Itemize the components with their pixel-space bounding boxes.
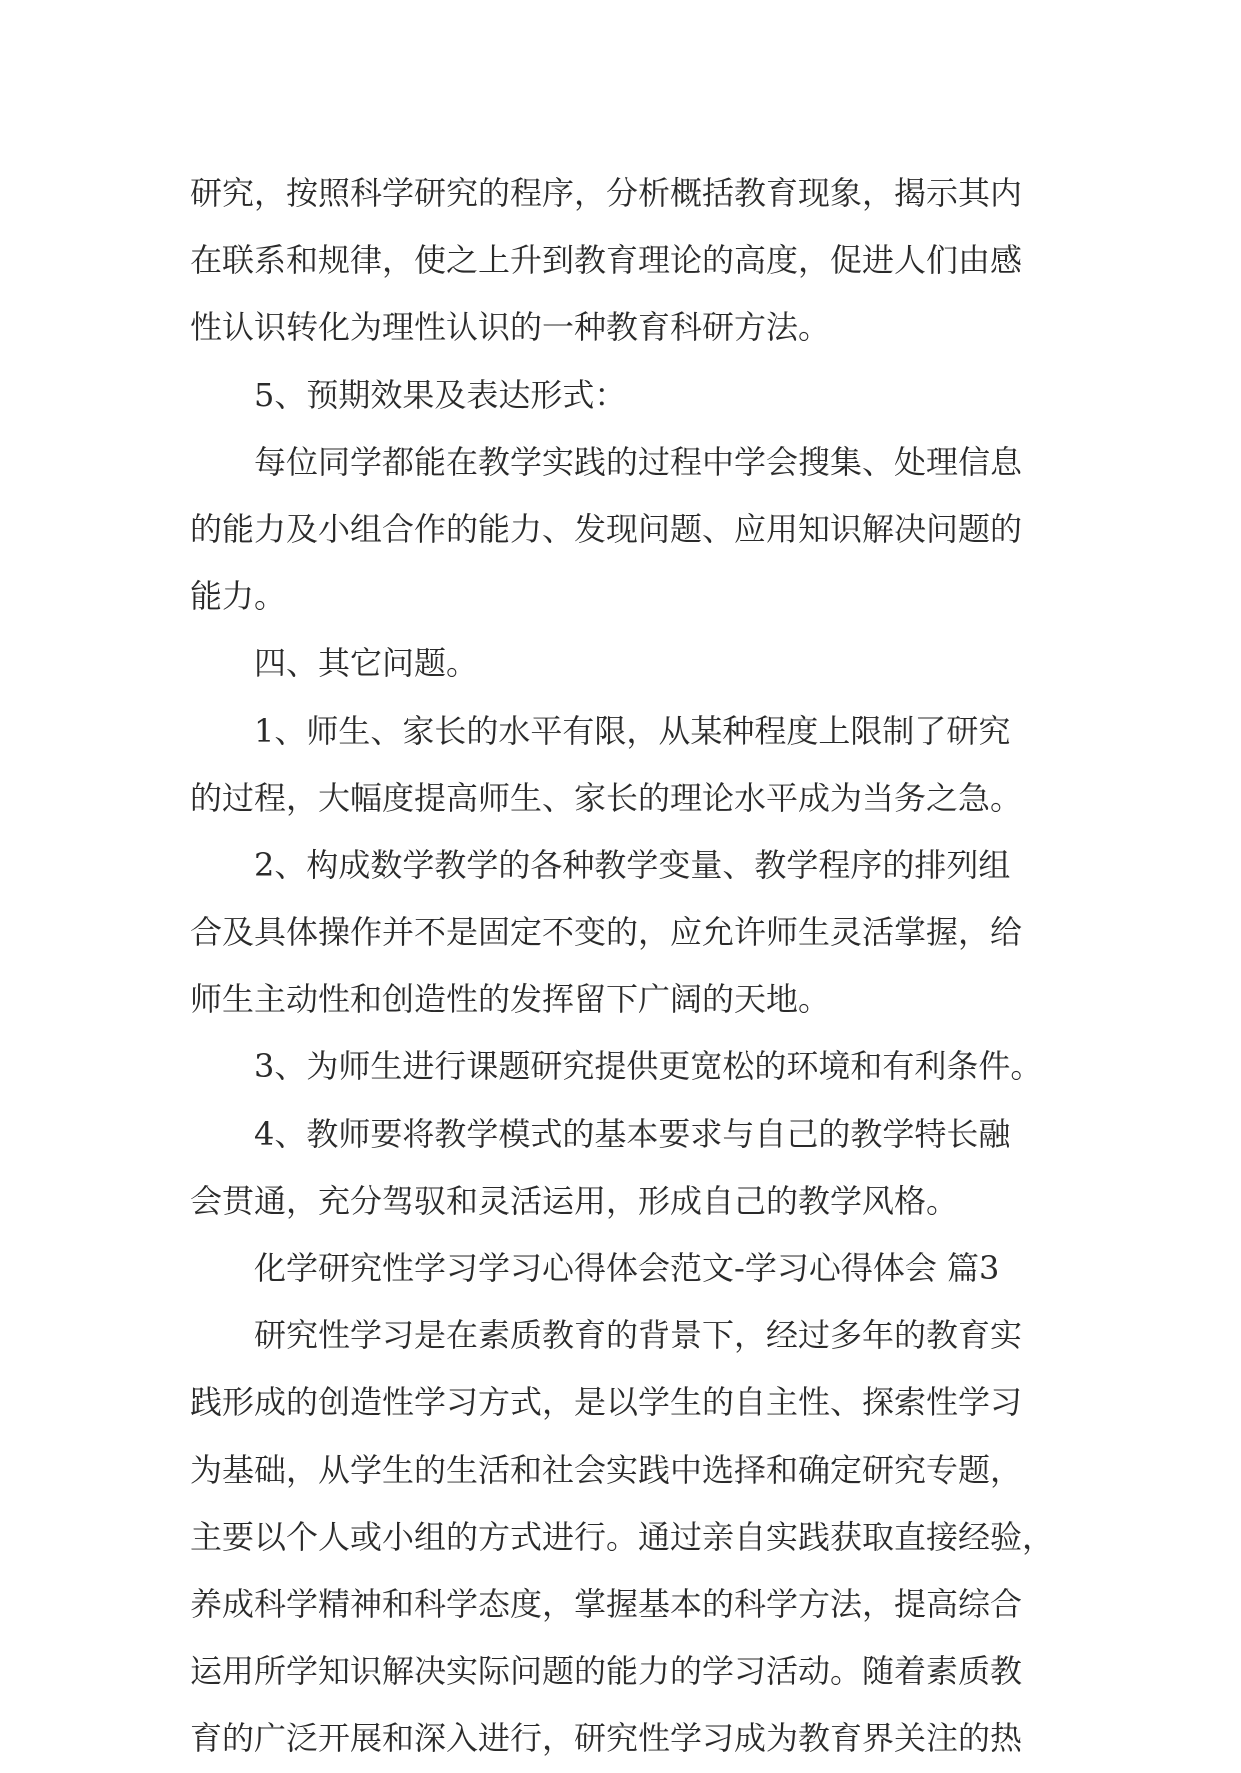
text-line: 养成科学精神和科学态度，掌握基本的科学方法，提高综合 [190,1584,1023,1623]
text-line: 践形成的创造性学习方式，是以学生的自主性、探索性学习 [190,1383,1023,1422]
text-line: 2、构成数学教学的各种教学变量、教学程序的排列组 [254,845,1011,884]
text-line: 研究性学习是在素质教育的背景下，经过多年的教育实 [254,1316,1023,1355]
text-line: 4、教师要将教学模式的基本要求与自己的教学特长融 [254,1114,1011,1153]
section-heading: 四、其它问题。 [254,644,479,683]
text-line: 会贯通，充分驾驭和灵活运用，形成自己的教学风格。 [190,1181,959,1220]
text-line: 的能力及小组合作的能力、发现问题、应用知识解决问题的 [190,509,1023,548]
text-line: 性认识转化为理性认识的一种教育科研方法。 [190,308,831,347]
article-title: 化学研究性学习学习心得体会范文-学习心得体会 篇3 [254,1249,1000,1287]
text-line: 师生主动性和创造性的发挥留下广阔的天地。 [190,980,831,1019]
text-line: 育的广泛开展和深入进行，研究性学习成为教育界关注的热 [190,1719,1023,1758]
text-line: 运用所学知识解决实际问题的能力的学习活动。随着素质教 [190,1652,1023,1691]
text-line: 的过程，大幅度提高师生、家长的理论水平成为当务之急。 [190,778,1023,817]
text-line: 1、师生、家长的水平有限，从某种程度上限制了研究 [254,711,1011,750]
text-line: 在联系和规律，使之上升到教育理论的高度，促进人们由感 [190,241,1023,280]
text-line: 主要以个人或小组的方式进行。通过亲自实践获取直接经验， [190,1517,1055,1556]
section-heading: 5、预期效果及表达形式： [254,375,627,414]
text-line: 3、为师生进行课题研究提供更宽松的环境和有利条件。 [254,1047,1043,1086]
document-body [190,160,1060,1773]
text-line: 合及具体操作并不是固定不变的，应允许师生灵活掌握，给 [190,913,1023,952]
text-line: 研究，按照科学研究的程序，分析概括教育现象，揭示其内 [190,174,1023,212]
text-line: 能力。 [190,577,287,616]
text-line: 每位同学都能在教学实践的过程中学会搜集、处理信息 [254,442,1023,481]
text-line: 为基础，从学生的生活和社会实践中选择和确定研究专题， [190,1450,1023,1489]
